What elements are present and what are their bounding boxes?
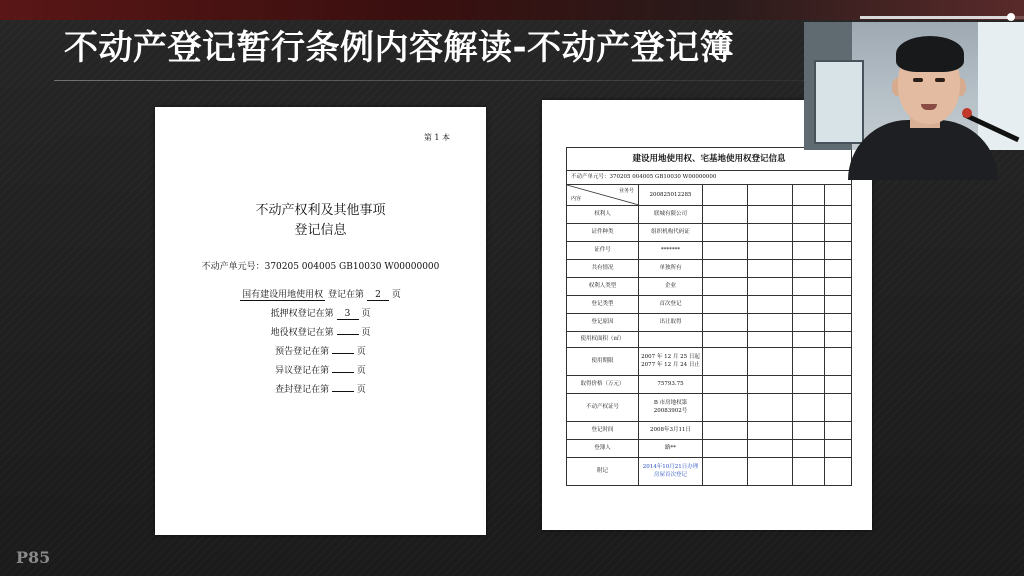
table-cell: [703, 439, 748, 457]
row-label: 附记: [567, 457, 639, 485]
table-row: [567, 393, 851, 422]
table-cell: [748, 259, 793, 277]
background-window: [814, 60, 864, 144]
row-value: 2014年10月21日办理房屋首次登记: [639, 457, 703, 485]
table-cell: [825, 205, 851, 223]
presenter-eye: [935, 78, 945, 82]
table-cell: [703, 313, 748, 331]
table-cell: [703, 259, 748, 277]
row-value: 企业: [639, 277, 703, 295]
row-value: 2007 年 12 月 25 日起 2077 年 12 月 24 日止: [639, 347, 703, 375]
table-cell: [703, 185, 748, 205]
volume-label: 第 1 本: [423, 133, 450, 142]
registration-line: [155, 325, 486, 338]
row-value: 联城有限公司: [639, 205, 703, 223]
header-bottom-label: 内容: [571, 196, 582, 202]
row-label: 使用期限: [567, 347, 639, 375]
table-row: [567, 241, 851, 260]
registration-line: [155, 382, 486, 395]
registration-page: [337, 334, 359, 335]
table-cell: [825, 185, 851, 205]
registration-prefix: 查封登记在第: [275, 385, 330, 395]
table-cell: [793, 295, 825, 313]
table-cell: [703, 277, 748, 295]
unit-number: 不动产单元号：370205 004005 GB10030 W00000000: [201, 262, 440, 272]
table-cell: [748, 347, 793, 375]
table-row: [567, 295, 851, 314]
row-label: 登记类型: [567, 295, 639, 313]
land-use-right-table: [566, 147, 852, 486]
row-label: 证件种类: [567, 223, 639, 241]
table-cell: [825, 393, 851, 421]
video-progress-handle[interactable]: [1007, 13, 1015, 21]
row-value: *******: [639, 241, 703, 259]
row-label: 登记时间: [567, 421, 639, 439]
page-number: P85: [16, 548, 51, 567]
row-value: 路**: [639, 439, 703, 457]
row-label: 证件号: [567, 241, 639, 259]
registration-prefix: 预告登记在第: [275, 347, 330, 357]
table-cell: [793, 393, 825, 421]
registration-prefix: 抵押权登记在第: [270, 309, 334, 319]
table-cell: [793, 457, 825, 485]
row-value: 首次登记: [639, 295, 703, 313]
table-cell: [825, 241, 851, 259]
table-cell: [748, 277, 793, 295]
table-cell: [748, 375, 793, 393]
registration-line: [155, 344, 486, 357]
table-cell: [703, 205, 748, 223]
registration-mid: 登记在第: [328, 290, 365, 300]
cover-heading-line1: 不动产权利及其他事项: [255, 203, 386, 218]
row-value: 出让取得: [639, 313, 703, 331]
registration-suffix: 页: [356, 347, 366, 357]
table-cell: [793, 185, 825, 205]
presenter-eye: [913, 78, 923, 82]
table-cell: [748, 331, 793, 347]
header-top-label: 业务号: [618, 188, 634, 194]
table-row: [567, 313, 851, 332]
table-row: [567, 277, 851, 296]
table-cell: [793, 347, 825, 375]
table-cell: [825, 277, 851, 295]
table-row: [567, 347, 851, 376]
registration-page: [332, 353, 354, 354]
registration-type: 国有建设用地使用权: [240, 287, 325, 301]
table-cell: [825, 439, 851, 457]
table-row: [567, 457, 851, 485]
table-cell: [748, 241, 793, 259]
table-cell: [703, 393, 748, 421]
row-label: 取得价格（万元）: [567, 375, 639, 393]
table-cell: [703, 375, 748, 393]
registration-suffix: 页: [356, 366, 366, 376]
registration-suffix: 页: [356, 385, 366, 395]
table-cell: [793, 375, 825, 393]
row-label: 权利人: [567, 205, 639, 223]
register-cover-page: [155, 107, 486, 535]
title-underline: [54, 80, 804, 81]
table-cell: [748, 439, 793, 457]
business-number-cell: 200825012285: [639, 185, 703, 205]
table-cell: [793, 439, 825, 457]
diagonal-header-cell: [567, 185, 639, 205]
table-cell: [748, 393, 793, 421]
table-cell: [703, 331, 748, 347]
table-cell: [825, 259, 851, 277]
registration-line: [155, 306, 486, 320]
row-value: 组织机构代码证: [639, 223, 703, 241]
table-cell: [748, 205, 793, 223]
table-row: [567, 223, 851, 242]
table-cell: [703, 347, 748, 375]
presenter-hair: [896, 36, 964, 72]
table-row: [567, 259, 851, 278]
table-row: [567, 375, 851, 394]
table-cell: [703, 223, 748, 241]
row-label: 登簿人: [567, 439, 639, 457]
table-grid: [567, 184, 851, 486]
registration-page: 3: [337, 309, 359, 320]
row-value: 2008年3月11日: [639, 421, 703, 439]
table-title: 建设用地使用权、宅基地使用权登记信息: [567, 148, 851, 171]
table-cell: [825, 347, 851, 375]
webcam-video: [804, 22, 1024, 150]
table-row: [567, 205, 851, 224]
registration-line: [155, 363, 486, 376]
table-cell: [825, 313, 851, 331]
registration-line: [155, 287, 486, 301]
table-cell: [748, 313, 793, 331]
table-cell: [748, 421, 793, 439]
table-header-row: [567, 185, 851, 206]
row-label: 不动产权证号: [567, 393, 639, 421]
registration-prefix: 异议登记在第: [275, 366, 330, 376]
table-cell: [793, 331, 825, 347]
table-cell: [748, 223, 793, 241]
registration-page: [332, 391, 354, 392]
table-cell: [793, 259, 825, 277]
table-cell: [793, 223, 825, 241]
registration-prefix: 地役权登记在第: [270, 328, 334, 338]
table-cell: [825, 295, 851, 313]
microphone-icon: [962, 108, 972, 118]
table-row: [567, 331, 851, 348]
registration-page: [332, 372, 354, 373]
registration-page: 2: [367, 290, 389, 301]
table-cell: [793, 421, 825, 439]
registration-suffix: 页: [361, 309, 371, 319]
table-cell: [825, 457, 851, 485]
table-cell: [703, 241, 748, 259]
table-cell: [748, 185, 793, 205]
row-label: 权利人类型: [567, 277, 639, 295]
table-row: [567, 439, 851, 458]
table-cell: [825, 223, 851, 241]
table-cell: [748, 457, 793, 485]
registration-suffix: 页: [391, 290, 401, 300]
table-cell: [793, 241, 825, 259]
table-cell: [748, 295, 793, 313]
row-value: B 市房地权第 20083902号: [639, 393, 703, 421]
table-cell: [703, 295, 748, 313]
table-cell: [793, 277, 825, 295]
table-cell: [825, 421, 851, 439]
table-cell: [703, 457, 748, 485]
presenter-body: [848, 120, 998, 180]
row-label: 登记原因: [567, 313, 639, 331]
land-use-right-page: [542, 100, 872, 530]
video-progress-fill: [860, 16, 1011, 19]
table-row: [567, 421, 851, 440]
row-value: 75793.75: [639, 375, 703, 393]
row-value: 单独所有: [639, 259, 703, 277]
table-cell: [793, 313, 825, 331]
row-value: [639, 331, 703, 347]
table-cell: [793, 205, 825, 223]
row-label: 共有情况: [567, 259, 639, 277]
row-label: 使用权面积（㎡）: [567, 331, 639, 347]
registration-suffix: 页: [361, 328, 371, 338]
table-cell: [825, 375, 851, 393]
table-cell: [825, 331, 851, 347]
cover-heading-line2: 登记信息: [294, 223, 347, 238]
slide-title: 不动产登记暂行条例内容解读-不动产登记簿: [64, 28, 735, 68]
video-progress-bar[interactable]: [860, 16, 1024, 19]
table-unit-number: 不动产单元号：370205 004005 GB10030 W00000000: [571, 174, 717, 180]
table-cell: [703, 421, 748, 439]
